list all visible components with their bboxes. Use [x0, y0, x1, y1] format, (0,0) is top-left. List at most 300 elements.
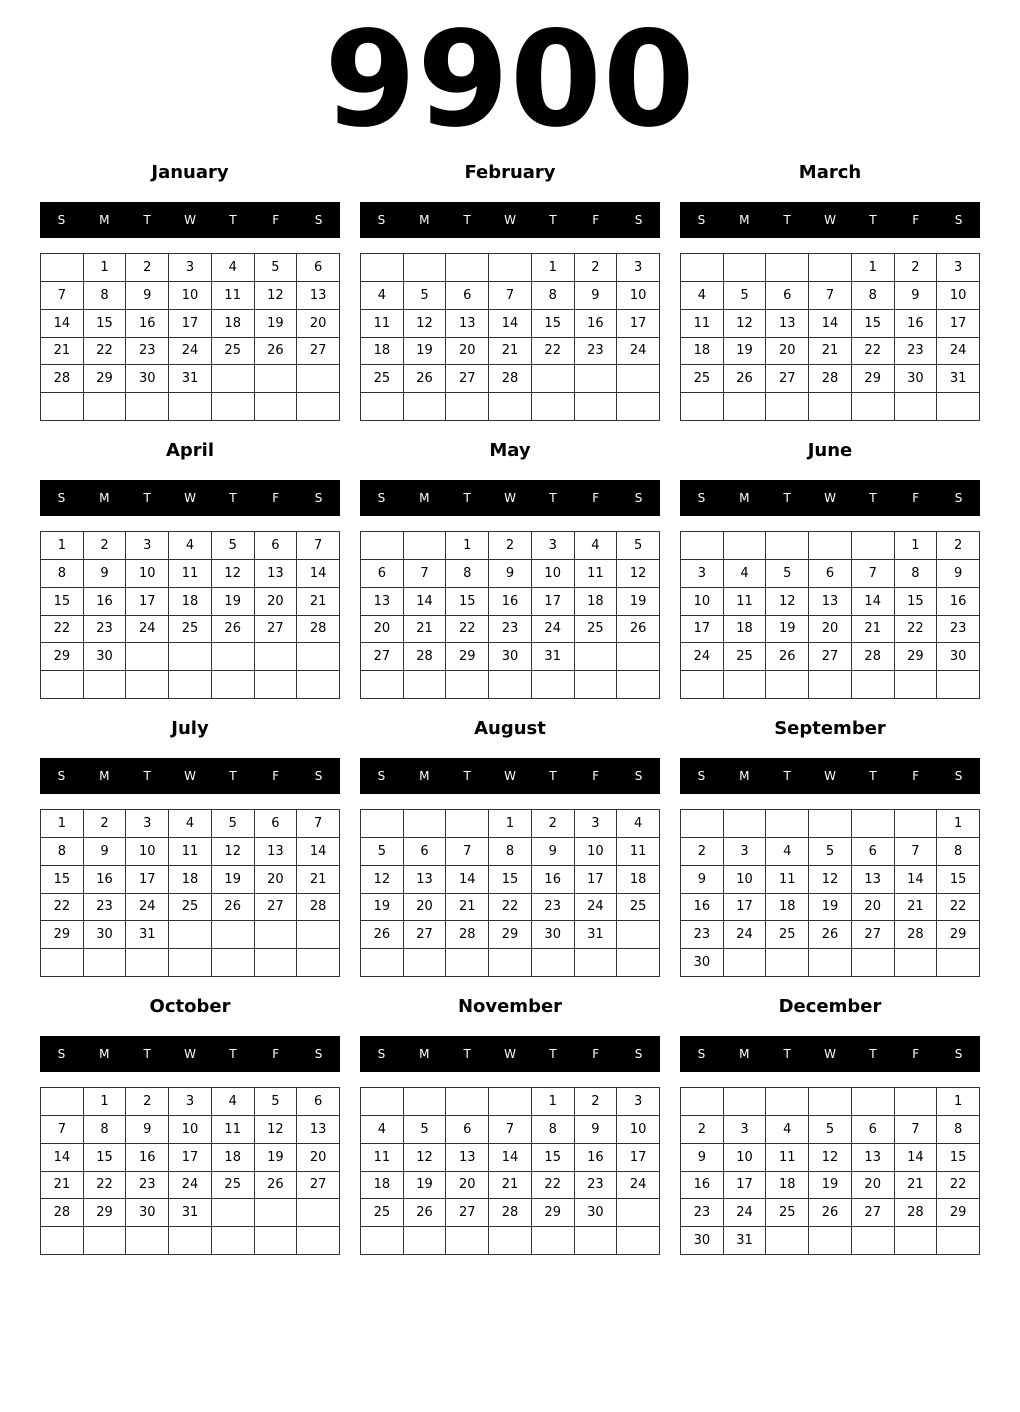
day-cell	[852, 532, 895, 560]
day-cell: 5	[255, 254, 298, 282]
day-cell	[84, 671, 127, 699]
day-cell: 1	[41, 810, 84, 838]
weekday-header	[360, 1036, 660, 1072]
day-cell: 5	[809, 1116, 852, 1144]
day-cell: 30	[126, 1199, 169, 1227]
day-cell	[852, 949, 895, 977]
day-cell	[297, 949, 340, 977]
day-grid	[360, 253, 660, 421]
day-cell: 16	[895, 310, 938, 338]
day-cell: 25	[361, 365, 404, 393]
day-cell	[937, 949, 980, 977]
day-cell	[937, 1227, 980, 1255]
month-name: August	[474, 718, 546, 739]
weekday-label: M	[99, 1047, 110, 1061]
day-cell	[724, 949, 767, 977]
weekday-label: T	[869, 1047, 877, 1061]
day-cell: 30	[489, 643, 532, 671]
day-cell: 24	[724, 921, 767, 949]
day-cell: 25	[169, 894, 212, 922]
day-cell: 28	[446, 921, 489, 949]
day-cell: 20	[255, 588, 298, 616]
day-cell: 28	[41, 1199, 84, 1227]
day-cell	[766, 1088, 809, 1116]
day-cell: 8	[532, 1116, 575, 1144]
day-cell: 20	[809, 616, 852, 644]
day-cell: 30	[532, 921, 575, 949]
day-cell: 24	[126, 616, 169, 644]
day-cell	[297, 1227, 340, 1255]
day-cell: 1	[84, 1088, 127, 1116]
weekday-label: S	[57, 213, 66, 227]
day-cell	[255, 643, 298, 671]
day-cell: 9	[681, 1144, 724, 1172]
day-cell	[532, 671, 575, 699]
day-cell: 24	[126, 894, 169, 922]
weekday-label: T	[463, 1047, 471, 1061]
day-cell	[766, 1227, 809, 1255]
day-cell	[255, 393, 298, 421]
day-cell	[809, 671, 852, 699]
day-cell	[489, 949, 532, 977]
day-cell: 28	[809, 365, 852, 393]
day-cell	[255, 1199, 298, 1227]
day-cell	[361, 393, 404, 421]
day-cell: 29	[84, 1199, 127, 1227]
day-cell	[41, 949, 84, 977]
day-cell	[41, 393, 84, 421]
day-cell: 27	[446, 1199, 489, 1227]
day-grid	[360, 531, 660, 699]
day-cell	[126, 393, 169, 421]
day-cell: 29	[937, 921, 980, 949]
day-cell	[809, 532, 852, 560]
day-cell: 13	[446, 310, 489, 338]
day-cell	[212, 393, 255, 421]
day-cell: 31	[937, 365, 980, 393]
weekday-label: F	[912, 213, 920, 227]
day-cell: 21	[297, 588, 340, 616]
day-cell: 29	[41, 643, 84, 671]
day-cell: 21	[446, 894, 489, 922]
day-cell: 30	[681, 1227, 724, 1255]
weekday-label: F	[272, 213, 280, 227]
day-cell: 27	[361, 643, 404, 671]
day-cell: 22	[84, 338, 127, 366]
day-cell: 15	[84, 310, 127, 338]
day-cell	[297, 921, 340, 949]
day-cell	[361, 1227, 404, 1255]
day-cell	[895, 1088, 938, 1116]
weekday-label: T	[143, 213, 151, 227]
day-cell: 2	[937, 532, 980, 560]
day-cell: 17	[575, 866, 618, 894]
day-cell: 24	[575, 894, 618, 922]
day-cell: 22	[84, 1172, 127, 1200]
day-cell: 4	[212, 254, 255, 282]
day-cell: 18	[724, 616, 767, 644]
weekday-label: S	[57, 1047, 66, 1061]
day-cell: 25	[212, 338, 255, 366]
day-cell	[617, 393, 660, 421]
day-cell: 2	[126, 1088, 169, 1116]
day-cell: 24	[617, 338, 660, 366]
weekday-label: F	[272, 1047, 280, 1061]
day-cell	[575, 393, 618, 421]
day-cell: 22	[895, 616, 938, 644]
day-cell	[724, 254, 767, 282]
day-cell: 16	[575, 310, 618, 338]
day-cell: 1	[532, 1088, 575, 1116]
day-cell: 25	[169, 616, 212, 644]
day-cell: 15	[532, 1144, 575, 1172]
day-cell	[532, 949, 575, 977]
day-cell	[681, 532, 724, 560]
day-cell: 26	[404, 1199, 447, 1227]
day-cell: 3	[532, 532, 575, 560]
day-cell: 4	[361, 282, 404, 310]
weekday-label: M	[419, 491, 430, 505]
day-cell: 6	[361, 560, 404, 588]
day-cell: 22	[41, 894, 84, 922]
day-cell: 20	[255, 866, 298, 894]
day-cell: 19	[724, 338, 767, 366]
day-cell: 16	[681, 894, 724, 922]
day-cell: 27	[255, 894, 298, 922]
day-cell	[575, 643, 618, 671]
day-cell	[212, 643, 255, 671]
day-cell: 24	[937, 338, 980, 366]
day-cell: 1	[41, 532, 84, 560]
day-cell: 3	[575, 810, 618, 838]
day-cell	[852, 1088, 895, 1116]
day-cell: 7	[297, 532, 340, 560]
day-cell	[446, 1227, 489, 1255]
day-cell	[852, 393, 895, 421]
weekday-label: S	[57, 491, 66, 505]
day-cell: 17	[724, 894, 767, 922]
day-cell: 26	[255, 338, 298, 366]
day-cell: 17	[126, 588, 169, 616]
day-cell: 2	[126, 254, 169, 282]
day-cell: 21	[895, 894, 938, 922]
day-cell: 2	[84, 532, 127, 560]
day-cell: 6	[766, 282, 809, 310]
day-cell: 18	[169, 866, 212, 894]
day-cell	[766, 949, 809, 977]
day-cell	[361, 254, 404, 282]
day-cell: 17	[126, 866, 169, 894]
month-name: February	[464, 162, 556, 183]
day-cell: 26	[361, 921, 404, 949]
day-cell: 31	[169, 1199, 212, 1227]
day-grid	[360, 1087, 660, 1255]
day-cell	[681, 1088, 724, 1116]
day-cell	[724, 393, 767, 421]
day-cell: 14	[41, 1144, 84, 1172]
day-cell: 15	[937, 1144, 980, 1172]
day-cell: 20	[852, 1172, 895, 1200]
weekday-label: T	[783, 769, 791, 783]
day-cell: 10	[617, 282, 660, 310]
day-cell	[895, 671, 938, 699]
day-grid	[40, 531, 340, 699]
day-cell: 1	[489, 810, 532, 838]
day-cell: 23	[126, 338, 169, 366]
weekday-label: W	[504, 1047, 516, 1061]
weekday-label: W	[824, 491, 836, 505]
day-cell: 16	[489, 588, 532, 616]
day-cell: 6	[852, 1116, 895, 1144]
day-cell: 23	[84, 894, 127, 922]
day-cell	[212, 671, 255, 699]
day-cell: 23	[681, 1199, 724, 1227]
weekday-label: T	[463, 769, 471, 783]
day-cell: 6	[404, 838, 447, 866]
day-cell: 11	[212, 282, 255, 310]
day-cell	[809, 1227, 852, 1255]
weekday-label: S	[314, 491, 323, 505]
day-cell: 17	[169, 1144, 212, 1172]
day-cell	[297, 671, 340, 699]
day-cell	[361, 671, 404, 699]
weekday-label: W	[824, 213, 836, 227]
day-cell	[809, 1088, 852, 1116]
day-cell	[41, 1088, 84, 1116]
day-cell: 7	[41, 282, 84, 310]
day-cell: 17	[724, 1172, 767, 1200]
day-cell: 17	[532, 588, 575, 616]
day-cell: 31	[169, 365, 212, 393]
weekday-header	[40, 1036, 340, 1072]
day-cell: 19	[766, 616, 809, 644]
day-cell: 29	[532, 1199, 575, 1227]
day-cell	[895, 810, 938, 838]
day-cell: 24	[617, 1172, 660, 1200]
weekday-label: S	[377, 213, 386, 227]
day-cell: 29	[937, 1199, 980, 1227]
day-cell	[617, 921, 660, 949]
day-cell	[212, 1199, 255, 1227]
day-cell	[724, 810, 767, 838]
day-cell: 20	[404, 894, 447, 922]
day-cell: 25	[766, 1199, 809, 1227]
day-cell: 10	[126, 838, 169, 866]
day-cell: 18	[169, 588, 212, 616]
day-cell: 13	[809, 588, 852, 616]
day-cell: 3	[169, 1088, 212, 1116]
day-cell: 17	[617, 1144, 660, 1172]
day-cell: 7	[41, 1116, 84, 1144]
weekday-label: M	[739, 491, 750, 505]
month-name: April	[165, 440, 215, 461]
day-cell: 30	[895, 365, 938, 393]
day-cell: 10	[724, 866, 767, 894]
day-cell: 6	[255, 810, 298, 838]
day-cell: 17	[169, 310, 212, 338]
day-cell: 8	[84, 282, 127, 310]
day-cell: 19	[404, 1172, 447, 1200]
day-cell: 8	[41, 560, 84, 588]
day-cell: 4	[575, 532, 618, 560]
day-cell: 7	[895, 1116, 938, 1144]
day-cell	[126, 671, 169, 699]
day-cell: 3	[724, 838, 767, 866]
weekday-label: S	[954, 213, 963, 227]
day-cell	[532, 365, 575, 393]
day-grid	[40, 809, 340, 977]
weekday-label: W	[184, 491, 196, 505]
day-cell: 18	[766, 894, 809, 922]
day-cell: 21	[404, 616, 447, 644]
day-cell: 17	[617, 310, 660, 338]
day-cell: 8	[937, 1116, 980, 1144]
day-cell	[617, 949, 660, 977]
day-cell	[404, 949, 447, 977]
day-cell: 11	[681, 310, 724, 338]
weekday-label: M	[739, 769, 750, 783]
day-cell: 12	[617, 560, 660, 588]
weekday-header	[360, 480, 660, 516]
day-cell	[41, 1227, 84, 1255]
day-cell: 19	[404, 338, 447, 366]
day-cell: 16	[84, 866, 127, 894]
weekday-label: S	[314, 769, 323, 783]
day-cell: 9	[126, 282, 169, 310]
day-cell: 22	[532, 338, 575, 366]
day-cell: 10	[126, 560, 169, 588]
day-cell: 19	[617, 588, 660, 616]
day-cell: 7	[895, 838, 938, 866]
weekday-header	[40, 480, 340, 516]
day-cell: 27	[297, 338, 340, 366]
day-cell	[169, 393, 212, 421]
day-cell: 28	[895, 921, 938, 949]
day-cell: 5	[809, 838, 852, 866]
day-cell: 16	[126, 310, 169, 338]
day-cell	[84, 1227, 127, 1255]
day-cell: 22	[532, 1172, 575, 1200]
day-cell: 25	[361, 1199, 404, 1227]
day-cell: 1	[937, 1088, 980, 1116]
day-cell: 31	[532, 643, 575, 671]
day-cell	[809, 254, 852, 282]
weekday-label: S	[954, 769, 963, 783]
day-cell: 4	[766, 838, 809, 866]
day-cell: 14	[809, 310, 852, 338]
weekday-label: T	[869, 491, 877, 505]
weekday-label: S	[57, 769, 66, 783]
day-cell: 21	[852, 616, 895, 644]
day-cell: 30	[84, 921, 127, 949]
weekday-label: M	[99, 769, 110, 783]
day-cell: 15	[895, 588, 938, 616]
month-name: November	[457, 996, 563, 1017]
weekday-label: W	[504, 213, 516, 227]
day-cell	[532, 1227, 575, 1255]
day-cell: 5	[404, 1116, 447, 1144]
day-cell: 25	[724, 643, 767, 671]
day-cell: 11	[724, 588, 767, 616]
day-cell	[489, 1088, 532, 1116]
weekday-label: F	[592, 491, 600, 505]
day-cell: 3	[937, 254, 980, 282]
day-cell: 26	[809, 1199, 852, 1227]
day-cell: 4	[617, 810, 660, 838]
day-cell: 14	[895, 1144, 938, 1172]
day-cell: 22	[41, 616, 84, 644]
day-cell	[895, 949, 938, 977]
day-cell	[937, 671, 980, 699]
day-cell: 2	[489, 532, 532, 560]
day-cell: 14	[297, 560, 340, 588]
day-grid	[40, 1087, 340, 1255]
day-cell: 19	[361, 894, 404, 922]
weekday-label: M	[419, 769, 430, 783]
month-name: January	[151, 162, 229, 183]
day-cell: 3	[126, 810, 169, 838]
weekday-label: W	[504, 491, 516, 505]
day-cell: 26	[809, 921, 852, 949]
day-cell	[681, 393, 724, 421]
day-cell: 11	[766, 1144, 809, 1172]
weekday-label: F	[912, 491, 920, 505]
day-cell: 12	[255, 1116, 298, 1144]
day-cell	[297, 643, 340, 671]
day-cell	[489, 254, 532, 282]
day-cell: 3	[169, 254, 212, 282]
day-cell: 12	[255, 282, 298, 310]
day-cell: 19	[212, 588, 255, 616]
day-cell: 30	[681, 949, 724, 977]
day-cell: 13	[361, 588, 404, 616]
weekday-label: F	[912, 769, 920, 783]
weekday-label: T	[143, 491, 151, 505]
day-cell	[852, 810, 895, 838]
day-cell	[84, 949, 127, 977]
day-cell: 11	[575, 560, 618, 588]
weekday-label: S	[377, 769, 386, 783]
day-grid	[680, 1087, 980, 1255]
day-cell: 28	[852, 643, 895, 671]
day-cell: 28	[297, 616, 340, 644]
day-cell: 12	[212, 560, 255, 588]
day-cell: 7	[446, 838, 489, 866]
day-cell	[446, 810, 489, 838]
weekday-label: S	[954, 1047, 963, 1061]
day-cell: 11	[617, 838, 660, 866]
day-cell	[809, 810, 852, 838]
day-cell	[724, 671, 767, 699]
month-name: May	[489, 440, 531, 461]
day-cell: 5	[255, 1088, 298, 1116]
day-cell: 1	[852, 254, 895, 282]
day-cell: 9	[575, 1116, 618, 1144]
weekday-label: M	[99, 213, 110, 227]
weekday-header	[40, 202, 340, 238]
day-cell	[404, 254, 447, 282]
day-cell	[126, 949, 169, 977]
day-cell	[84, 393, 127, 421]
weekday-header	[680, 202, 980, 238]
weekday-label: S	[697, 213, 706, 227]
day-cell	[489, 1227, 532, 1255]
day-cell: 18	[212, 1144, 255, 1172]
day-cell: 18	[361, 338, 404, 366]
day-cell: 19	[255, 310, 298, 338]
day-cell: 12	[809, 866, 852, 894]
month-name: September	[774, 718, 886, 739]
